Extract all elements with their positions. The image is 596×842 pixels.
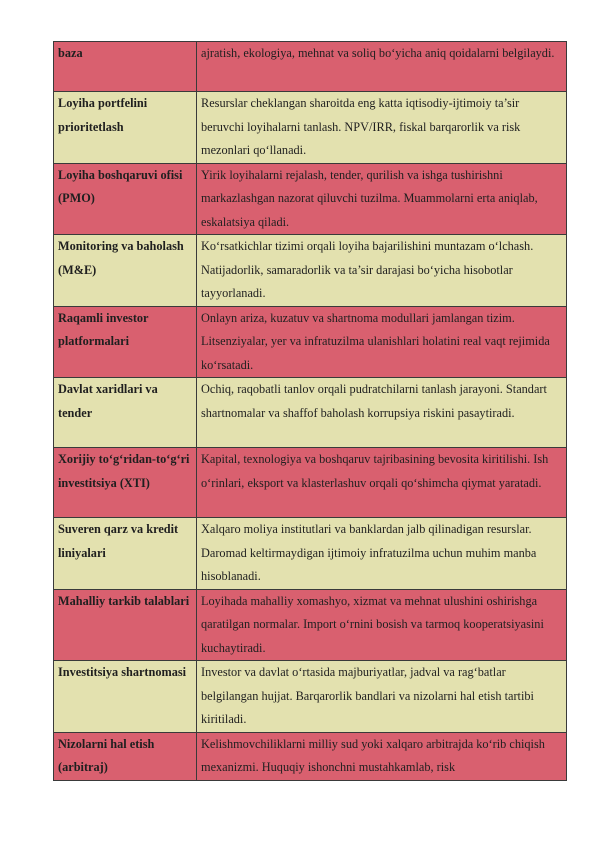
definition-cell: Ko‘rsatkichlar tizimi orqali loyiha bajarilishini muntazam o‘lchash. Natijadorlik, samaradorlik va ta’sir darajasi bo‘yicha hisobotlar tayyorlanadi. <box>197 235 567 307</box>
definition-cell: Yirik loyihalarni rejalash, tender, qurilish va ishga tushirishni markazlashgan nazorat qiluvchi tuzilma. Muammolarni erta aniqlab, eskalatsiya qiladi. <box>197 163 567 235</box>
definition-cell: Investor va davlat o‘rtasida majburiyatlar, jadval va rag‘batlar belgilangan hujjat. Barqarorlik bandlari va nizolarni hal etish tartibi kiritiladi. <box>197 661 567 733</box>
table-row <box>54 92 567 164</box>
table-row <box>54 589 567 661</box>
table-row <box>54 163 567 235</box>
table-row <box>54 661 567 733</box>
term-cell: Monitoring va baholash (M&E) <box>54 235 197 307</box>
term-cell: Mahalliy tarkib talablari <box>54 589 197 661</box>
definition-cell: Loyihada mahalliy xomashyo, xizmat va mehnat ulushini oshirishga qaratilgan normalar. Import o‘rnini bosish va tarmoq kooperatsiyasini kuchaytiradi. <box>197 589 567 661</box>
definition-cell: Xalqaro moliya institutlari va banklardan jalb qilinadigan resurslar. Daromad keltirmaydigan ijtimoiy infratuzilma uchun muhim manba hisoblanadi. <box>197 518 567 590</box>
term-cell: Nizolarni hal etish (arbitraj) <box>54 732 197 780</box>
definition-cell: Kapital, texnologiya va boshqaruv tajribasining bevosita kiritilishi. Ish o‘rinlari, eksport va klasterlashuv orqali qo‘shimcha qiymat yaratadi. <box>197 448 567 518</box>
table-row <box>54 448 567 518</box>
term-cell: Davlat xaridlari va tender <box>54 378 197 448</box>
definition-cell: Onlayn ariza, kuzatuv va shartnoma modullari jamlangan tizim. Litsenziyalar, yer va infratuzilma ulanishlari holatini real vaqt rejimida ko‘rsatadi. <box>197 306 567 378</box>
definition-cell: Resurslar cheklangan sharoitda eng katta iqtisodiy-ijtimoiy ta’sir beruvchi loyihalarni tanlash. NPV/IRR, fiskal barqarorlik va risk mezonlari qo‘llanadi. <box>197 92 567 164</box>
glossary-body <box>54 42 567 781</box>
table-row <box>54 518 567 590</box>
table-row <box>54 732 567 780</box>
term-cell: Loyiha boshqaruvi ofisi (PMO) <box>54 163 197 235</box>
term-cell: Suveren qarz va kredit liniyalari <box>54 518 197 590</box>
table-row <box>54 306 567 378</box>
definition-cell: Ochiq, raqobatli tanlov orqali pudratchilarni tanlash jarayoni. Standart shartnomalar va shaffof baholash korrupsiya riskini pasaytiradi. <box>197 378 567 448</box>
definition-cell: ajratish, ekologiya, mehnat va soliq bo‘yicha aniq qoidalarni belgilaydi. <box>197 42 567 92</box>
term-cell: Raqamli investor platformalari <box>54 306 197 378</box>
table-row <box>54 42 567 92</box>
table-row <box>54 235 567 307</box>
table-row <box>54 378 567 448</box>
term-cell: Xorijiy to‘g‘ridan-to‘g‘ri investitsiya (XTI) <box>54 448 197 518</box>
term-cell: baza <box>54 42 197 92</box>
definition-cell: Kelishmovchiliklarni milliy sud yoki xalqaro arbitrajda ko‘rib chiqish mexanizmi. Huquqiy ishonchni mustahkamlab, risk <box>197 732 567 780</box>
term-cell: Investitsiya shartnomasi <box>54 661 197 733</box>
term-cell: Loyiha portfelini prioritetlash <box>54 92 197 164</box>
glossary-table <box>53 41 567 781</box>
